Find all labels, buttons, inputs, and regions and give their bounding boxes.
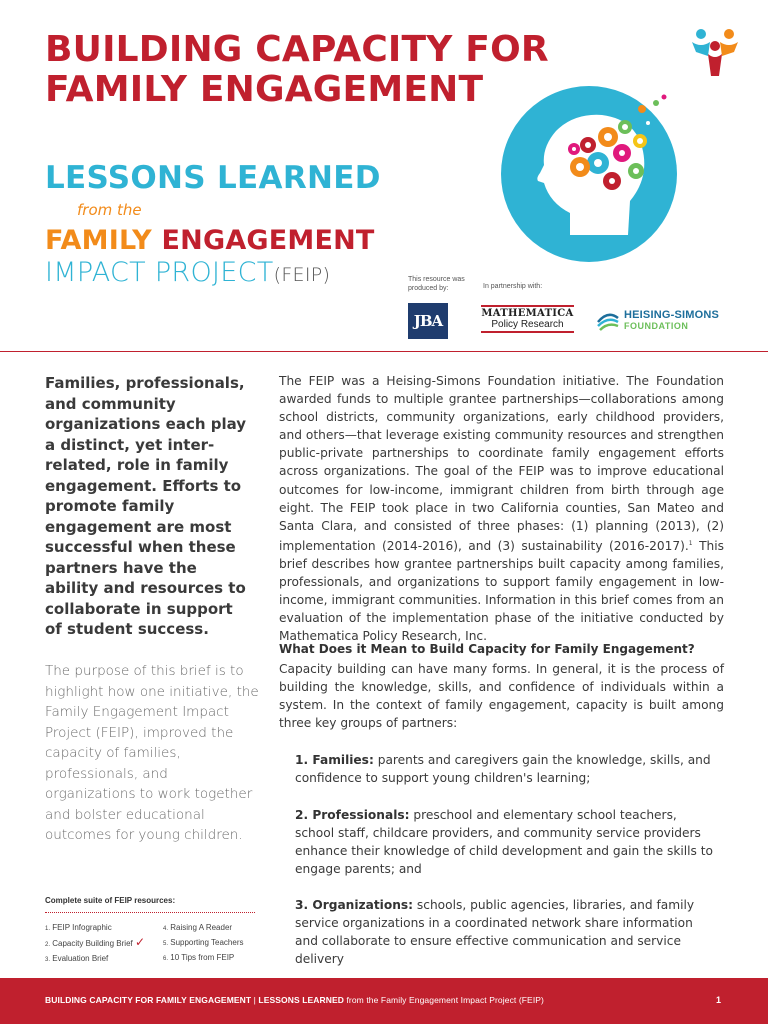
from-the-text: from the (77, 201, 142, 219)
list-item-professionals: 2. Professionals: preschool and elementary school teachers, school staff, childcare providers, and community service providers enhance their knowledge of child development and gain the skills to engage parents; and (295, 808, 714, 877)
jba-logo: JBA (408, 303, 448, 339)
feip-abbrev: (FEIP) (273, 264, 331, 286)
resource-suite-divider (45, 912, 255, 913)
heising-simons-text: HEISING-SIMONS (624, 309, 720, 321)
list-item-families: 1. Families: parents and caregivers gain the knowledge, skills, and confidence to support young children's learning; (295, 753, 711, 786)
page-number: 1 (716, 995, 722, 1005)
produced-by-label: This resource was produced by: (408, 276, 465, 292)
heising-simons-logo (596, 308, 731, 334)
resource-item: 1. FEIP Infographic (45, 923, 112, 932)
lead-paragraph: Families, professionals, and community organizations each play a distinct, yet inter-related, role in family engagement. Efforts to promote family engagement are most successful when these partners have the ability and resources to collaborate in support of student success. (45, 374, 247, 638)
page-footer (0, 978, 768, 1024)
title-line-2: FAMILY ENGAGEMENT (45, 69, 484, 110)
footnote-marker: 1 (688, 539, 693, 547)
lessons-learned-heading: LESSONS LEARNED (45, 160, 381, 196)
impact-project-heading (45, 257, 330, 288)
engagement-word: ENGAGEMENT (161, 225, 375, 256)
header-divider (0, 351, 768, 352)
resource-suite-title: Complete suite of FEIP resources: (45, 896, 176, 905)
resource-list-col1 (45, 921, 145, 967)
resource-list-col2 (163, 921, 243, 966)
resource-item: 2. Capacity Building Brief ✓ (45, 935, 146, 949)
footer-text: BUILDING CAPACITY FOR FAMILY ENGAGEMENT | LESSONS LEARNED from the Family Engagement Impact Project (FEIP) (45, 995, 544, 1005)
resource-item: 5. Supporting Teachers (163, 938, 244, 947)
resource-item: 6. 10 Tips from FEIP (163, 953, 235, 962)
head-with-gears-icon (500, 85, 678, 263)
list-item-organizations: 3. Organizations: schools, public agencies, libraries, and family service organizations in a coordinated network share information and collaborate to ensure effective communication and service delivery (295, 898, 695, 967)
family-engagement-heading (45, 225, 375, 256)
purpose-paragraph: The purpose of this brief is to highlight how one initiative, the Family Engagement Impact Project (FEIP), improved the capacity of families, professionals, and organizations to work together and bolster educational outcomes for young children. (45, 663, 259, 843)
impact-project-text: IMPACT PROJECT (45, 257, 274, 288)
section-heading: What Does it Mean to Build Capacity for Family Engagement? (279, 642, 695, 656)
mathematica-logo (481, 305, 574, 333)
capacity-paragraph: Capacity building can have many forms. In general, it is the process of building the knowledge, skills, and confidence of individuals within a system. In the context of family engagement, capacity is built among three key groups of partners: (279, 662, 724, 731)
feip-people-logo-icon (690, 26, 740, 78)
intro-paragraph: The FEIP was a Heising-Simons Foundation initiative. The Foundation awarded funds to multiple grantee partnerships—collaborations among school districts, community organizations, early childhood providers, and others—that leverage existing community resources and strengthen public-private partnerships to coordinate family engagement efforts across organizations. The goal of the FEIP was to improve educational outcomes for low-income, immigrant children from birth through age eight. The FEIP took place in two California counties, San Mateo and Santa Clara, and consisted of three phases: (1) planning (2013), (2) implementation (2014-2016), and (3) sustainability (2016-2017).$^1$ This brief describes how grantee partnerships built capacity among families, professionals, and organizations to support family engagement in low-income, immigrant communities. Information in this brief comes from an evaluation of the implementation phase of the initiative conducted by Mathematica Policy Research, Inc. (279, 374, 724, 644)
check-mark-icon: ✓ (134, 935, 146, 949)
mathematica-logo-bottom: Policy Research (491, 319, 564, 330)
title-line-1: BUILDING CAPACITY FOR (45, 29, 549, 70)
partnership-label: In partnership with: (483, 283, 543, 290)
family-word: FAMILY (45, 225, 152, 256)
resource-item: 3. Evaluation Brief (45, 954, 109, 963)
resource-item: 4. Raising A Reader (163, 923, 233, 932)
heising-simons-mark-icon (596, 308, 620, 332)
mathematica-logo-top: MATHEMATICA (481, 308, 574, 319)
foundation-text: FOUNDATION (624, 321, 689, 331)
